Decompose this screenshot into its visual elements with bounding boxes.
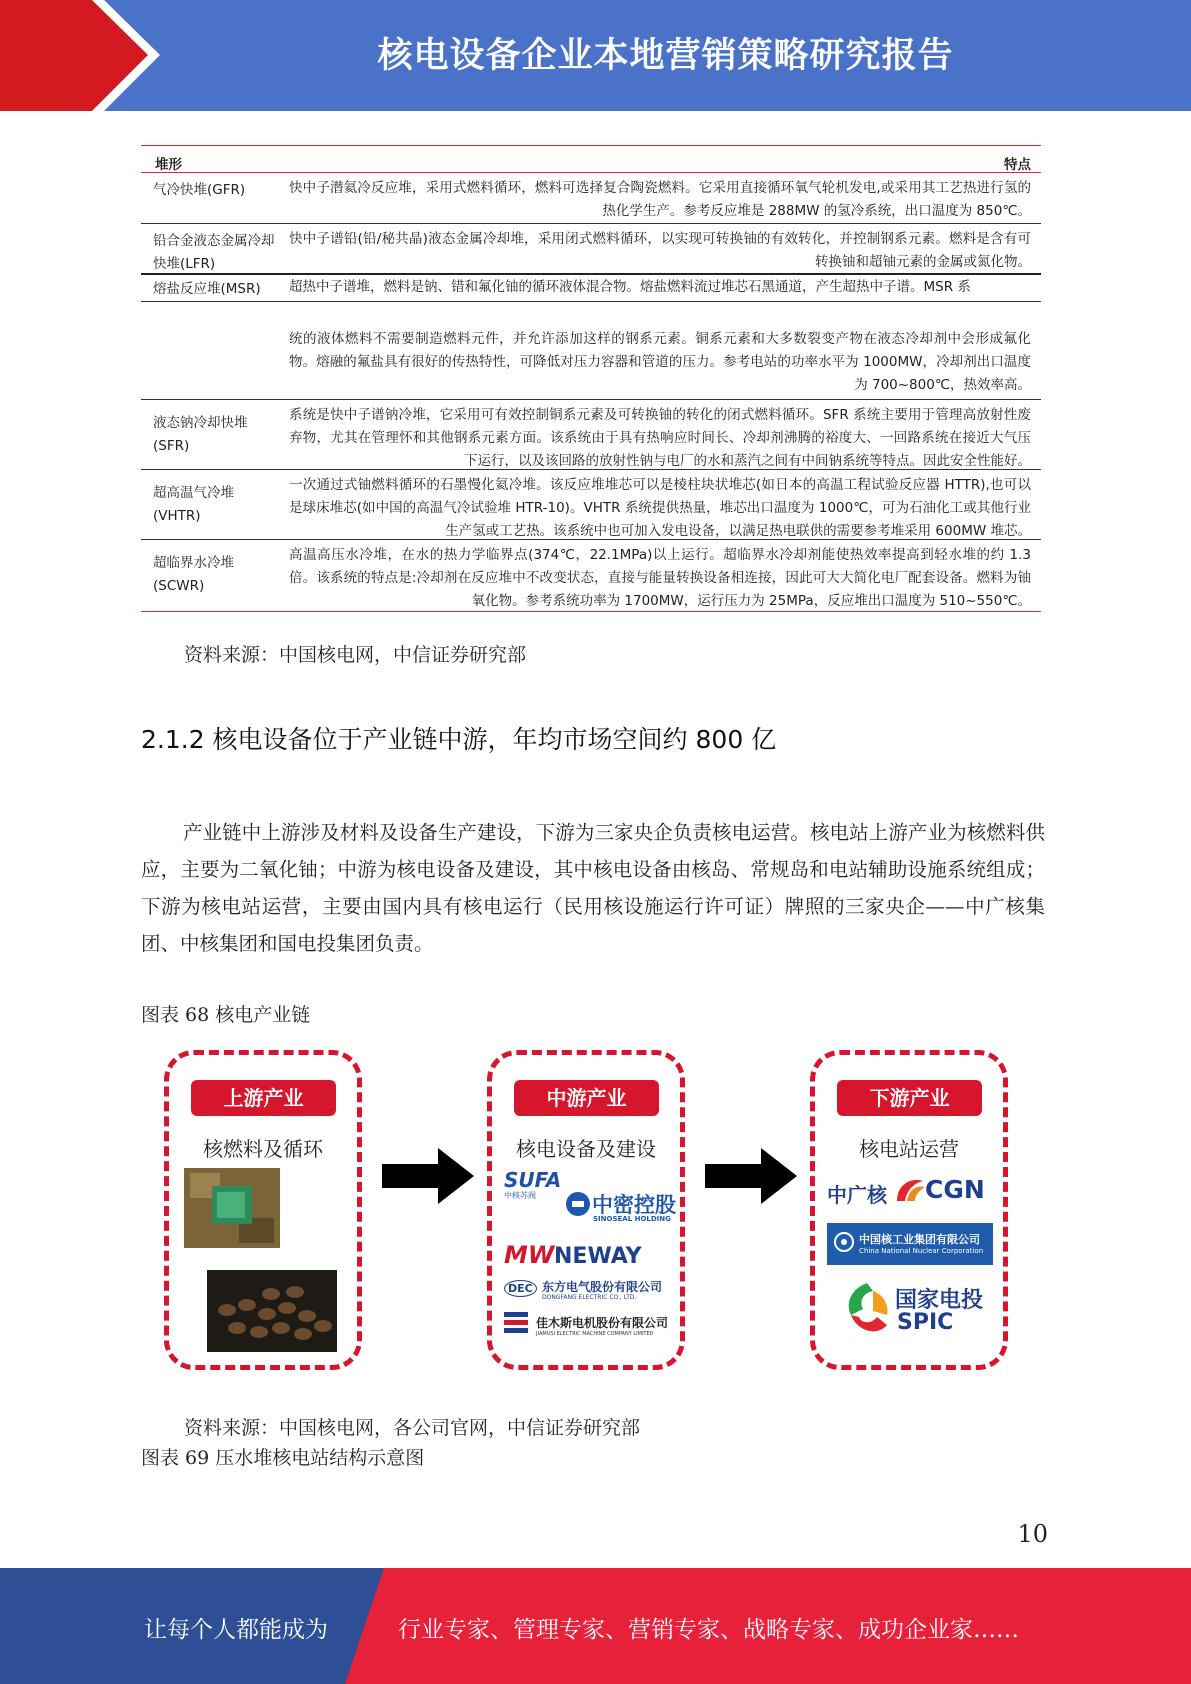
reactor-name [141, 324, 281, 399]
table-source-note: 资料来源：中国核电网，中信证券研究部 [184, 644, 527, 666]
table-row [141, 400, 1041, 470]
cgn-logo: CGN [925, 1175, 985, 1204]
midstream-box [487, 1050, 685, 1370]
sinoseal-logo: 中密控股 [592, 1193, 676, 1217]
page-number: 10 [1017, 1520, 1048, 1548]
dongfang-logo-subtext: DONGFANG ELECTRIC CO., LTD. [542, 1294, 637, 1301]
downstream-box [810, 1050, 1008, 1370]
report-title: 核电设备企业本地营销策略研究报告 [377, 36, 954, 76]
reactor-desc: 一次通过式铀燃料循环的石墨慢化氦冷堆。该反应堆堆芯可以是棱柱块状堆芯(如日本的高温工程试验反应器 HTTR),也可以是球床堆芯(如中国的高温气冷试验堆 HTR-10)。VHTR 系统提供热量，堆芯出口温度为 1000℃，可为石油化工或其他行业生产氢或工艺热。该系统中也可加入发电设备，以满足热电联供的需要参考堆采用 600MW 堆芯。 [289, 477, 1031, 539]
figure-68-caption: 图表 68 核电产业链 [141, 1004, 311, 1026]
section-heading: 2.1.2 核电设备位于产业链中游，年均市场空间约 800 亿 [141, 725, 777, 754]
footer-slogan-right: 行业专家、管理专家、营销专家、战略专家、成功企业家…… [398, 1617, 1019, 1643]
arrow-right-icon [382, 1148, 474, 1204]
page-footer [0, 1568, 1191, 1684]
cnnc-logo: 中国核工业集团有限公司 [859, 1233, 980, 1246]
table-header-type: 堆形 [155, 157, 182, 173]
reactor-types-table [141, 145, 1041, 612]
table-row [141, 302, 1041, 400]
reactor-desc: 高温高压水冷堆，在水的热力学临界点(374℃，22.1MPa)以上运行。超临界水冷却剂能使热效率提高到轻水堆的约 1.3 倍。该系统的特点是:冷却剂在反应堆中不改变状态，直接与能量转换设备相连接，因此可大大简化电厂配套设备。燃料为铀氧化物。参考系统功率为 1700MW，运行压力为 25MPa，反应堆出口温度为 510~550℃。 [289, 547, 1031, 609]
cgn-chinese-logo: 中广核 [827, 1183, 887, 1207]
downstream-subtitle: 核电站运营 [859, 1137, 959, 1161]
upstream-tag: 上游产业 [191, 1080, 336, 1116]
table-row [141, 224, 1041, 275]
table-row [141, 275, 1041, 302]
dongfang-logo: 东方电气股份有限公司 [542, 1280, 663, 1294]
table-row [141, 173, 1041, 224]
jiamusi-logo-subtext: JIAMUSI ELECTRIC MACHINE COMPANY LIMITED [536, 1331, 654, 1337]
sufa-logo: SUFA [504, 1168, 562, 1192]
reactor-name: 超临界水冷堆(SCWR) [153, 555, 234, 594]
cnnc-emblem-icon [833, 1231, 855, 1253]
reactor-desc: 统的液体燃料不需要制造燃料元件，并允许添加这样的钢系元素。铜系元素和大多数裂变产物在液态冷却剂中会形成氟化物。熔融的氟盐具有很好的传热特性，可降低对压力容器和管道的压力。参考电站的功率水平为 1000MW，冷却剂出口温度为 700~800℃，热效率高。 [289, 331, 1031, 393]
sufa-logo-subtext: 中核苏阀 [504, 1191, 536, 1200]
spic-emblem-icon [843, 1281, 891, 1339]
neway-mark-icon: MW [504, 1241, 555, 1269]
table-row [141, 540, 1041, 612]
arrow-right-icon [705, 1148, 797, 1204]
reactor-name: 液态钠冷却快堆(SFR) [153, 415, 248, 454]
table-header-feature: 特点 [1004, 157, 1031, 173]
dec-logo: DEC [504, 1280, 537, 1297]
figure-source-note: 资料来源：中国核电网，各公司官网，中信证券研究部 [184, 1417, 641, 1439]
sinoseal-emblem-icon [565, 1191, 591, 1217]
reactor-name: 熔盐反应堆(MSR) [153, 281, 261, 297]
reactor-name: 铅合金液态金属冷却快堆(LFR) [153, 233, 275, 272]
reactor-desc: 超热中子谱堆，燃料是钠、错和氟化铀的循环液体混合物。熔盐燃料流过堆芯石黑通道，产生超热中子谱。MSR 系 [289, 279, 971, 295]
downstream-tag: 下游产业 [837, 1080, 982, 1116]
spic-logo: SPIC [897, 1310, 954, 1335]
jiamusi-emblem-icon [504, 1312, 528, 1340]
body-paragraph: 产业链中上游涉及材料及设备生产建设，下游为三家央企负责核电运营。核电站上游产业为核燃料供应，主要为二氧化铀；中游为核电设备及建设，其中核电设备由核岛、常规岛和电站辅助设施系统组成；下游为核电站运营，主要由国内具有核电运行（民用核设施运行许可证）牌照的三家央企——中广核集团、中核集团和国电投集团负责。 [141, 821, 1045, 955]
reactor-name: 气冷快堆(GFR) [153, 182, 246, 198]
page-header [0, 0, 1191, 111]
uranium-ore-image [184, 1168, 280, 1248]
reactor-desc: 快中子谱铅(铅/秘共晶)液态金属冷却堆，采用闭式燃料循环，以实现可转换铀的有效转化，并控制钢系元素。燃料是含有可转换铀和超铀元素的金属或氮化物。 [289, 231, 1031, 270]
table-row [141, 470, 1041, 540]
reactor-name: 超高温气冷堆(VHTR) [153, 485, 234, 524]
footer-slogan-left: 让每个人都能成为 [144, 1617, 328, 1643]
figure-69-caption: 图表 69 压水堆核电站结构示意图 [141, 1447, 425, 1469]
neway-logo: NEWAY [554, 1244, 642, 1269]
reactor-desc: 快中子潜氦冷反应堆，采用式燃料循环，燃料可选择复合陶瓷燃料。它采用直接循环氧气轮机发电,或采用其工艺热进行氢的热化学生产。参考反应堆是 288MW 的氢冷系统，出口温度为 850℃。 [289, 180, 1031, 219]
cgn-emblem-icon [893, 1175, 927, 1205]
upstream-subtitle: 核燃料及循环 [203, 1137, 323, 1161]
header-chevron-decoration [0, 0, 160, 111]
jiamusi-logo: 佳木斯电机股份有限公司 [536, 1316, 669, 1330]
upstream-box [164, 1050, 362, 1370]
midstream-tag: 中游产业 [514, 1080, 659, 1116]
table-header [141, 145, 1041, 173]
cnnc-logo-subtext: China National Nuclear Corporation [859, 1247, 984, 1255]
sinoseal-logo-subtext: SINOSEAL HOLDING [593, 1215, 671, 1223]
fuel-pellets-image [207, 1270, 337, 1352]
reactor-desc: 系统是快中子谱钠冷堆，它采用可有效控制铜系元素及可转换铀的转化的闭式燃料循环。SFR 系统主要用于管理高放射性废弃物，尤其在管理怀和其他钢系元素方面。该系统由于具有热响应时间长、冷却剂沸腾的裕度大、一回路系统在接近大气压下运行，以及该回路的放射性钠与电厂的水和蒸汽之间有中间钠系统等特点。因此安全性能好。 [289, 407, 1031, 469]
cnnc-logo-banner [827, 1223, 993, 1265]
spic-chinese-logo: 国家电投 [895, 1288, 984, 1313]
midstream-subtitle: 核电设备及建设 [516, 1137, 656, 1161]
